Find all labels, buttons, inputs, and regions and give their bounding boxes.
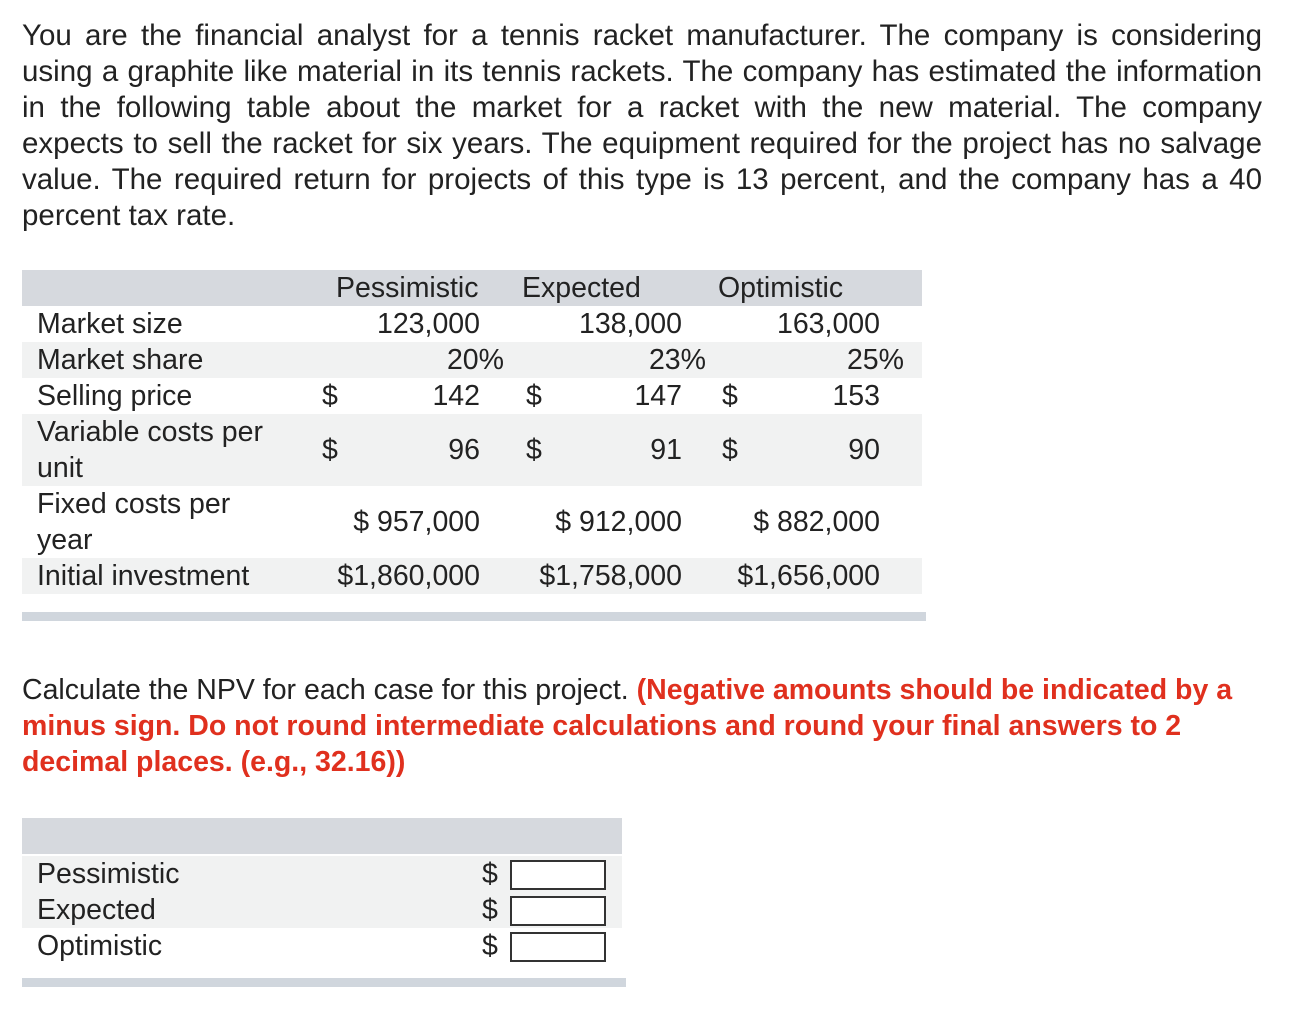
table-row-initial-investment <box>22 558 922 594</box>
currency-symbol: $ <box>526 434 542 466</box>
header-expected: Expected <box>522 272 641 304</box>
npv-optimistic-input[interactable] <box>510 932 606 962</box>
answer-divider <box>22 978 626 987</box>
row-label: Initial investment <box>37 560 250 592</box>
row-label: Market size <box>37 308 183 340</box>
currency-symbol: $ <box>482 930 498 962</box>
header-pessimistic: Pessimistic <box>336 272 479 304</box>
currency-symbol: $ <box>322 380 338 412</box>
answer-table-header <box>22 818 622 854</box>
cell-pessimistic: 96 <box>448 434 480 466</box>
cell-expected: $ 912,000 <box>555 506 682 538</box>
cell-pessimistic: 123,000 <box>376 308 480 340</box>
cell-optimistic: 25% <box>846 344 904 376</box>
table-header-row <box>22 270 922 306</box>
row-label: Fixed costs per year <box>37 488 231 556</box>
cell-expected: 147 <box>634 380 682 412</box>
cell-optimistic: $1,656,000 <box>737 560 880 592</box>
table-row-market-share <box>22 342 922 378</box>
answer-table <box>22 818 622 964</box>
answer-row-optimistic <box>22 928 622 964</box>
currency-symbol: $ <box>322 434 338 466</box>
cell-optimistic: 153 <box>832 380 880 412</box>
cell-expected: 91 <box>650 434 682 466</box>
row-label: Market share <box>37 344 204 376</box>
currency-symbol: $ <box>526 380 542 412</box>
currency-symbol: $ <box>482 858 498 890</box>
answer-label: Pessimistic <box>37 858 180 890</box>
cell-pessimistic: $ 957,000 <box>353 506 480 538</box>
cell-pessimistic: 142 <box>432 380 480 412</box>
table-divider <box>22 612 926 621</box>
cell-optimistic: $ 882,000 <box>753 506 880 538</box>
question-instruction: (Negative amounts should be indicated by a minus sign. Do not round intermediate calculations and round your final answers to 2 decimal places. (e.g., 32.16)) <box>22 674 1233 778</box>
answer-row-pessimistic <box>22 856 622 892</box>
cell-expected: $1,758,000 <box>539 560 682 592</box>
row-label: Variable costs per unit <box>37 416 263 484</box>
cell-expected: 138,000 <box>578 308 682 340</box>
cell-optimistic: 163,000 <box>776 308 880 340</box>
answer-label: Optimistic <box>37 930 163 962</box>
question-text: Calculate the NPV for each case for this project. <box>22 674 629 706</box>
problem-intro: You are the financial analyst for a tennis racket manufacturer. The company is considering using a graphite like material in its tennis rackets. The company has estimated the information in the following table about the market for a racket with the new material. The company expects to sell the racket for six years. The equipment required for the project has no salvage value. The required return for projects of this type is 13 percent, and the company has a 40 percent tax rate. <box>22 19 1262 232</box>
table-row-fixed-costs <box>22 486 922 558</box>
header-optimistic: Optimistic <box>718 272 844 304</box>
cell-optimistic: 90 <box>848 434 880 466</box>
cell-pessimistic: 20% <box>446 344 504 376</box>
table-row-variable-costs <box>22 414 922 486</box>
npv-expected-input[interactable] <box>510 896 606 926</box>
currency-symbol: $ <box>722 380 738 412</box>
currency-symbol: $ <box>482 894 498 926</box>
scenario-table <box>22 270 922 594</box>
answer-row-expected <box>22 892 622 928</box>
table-row-market-size <box>22 306 922 342</box>
answer-label: Expected <box>37 894 156 926</box>
cell-pessimistic: $1,860,000 <box>337 560 480 592</box>
question-prompt <box>22 672 1262 780</box>
currency-symbol: $ <box>722 434 738 466</box>
cell-expected: 23% <box>648 344 706 376</box>
npv-pessimistic-input[interactable] <box>510 860 606 890</box>
table-row-selling-price <box>22 378 922 414</box>
row-label: Selling price <box>37 380 193 412</box>
